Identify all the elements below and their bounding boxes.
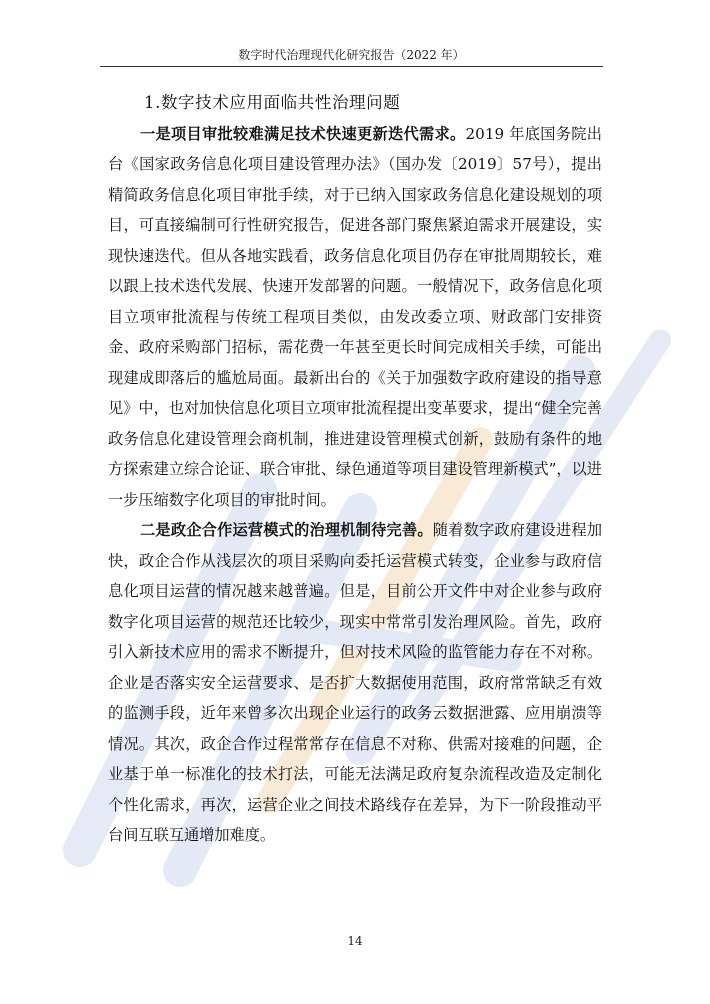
paragraph-1-body: 2019 年底国务院出台《国家政务信息化项目建设管理办法》（国办发〔2019〕57号），提出精简政务信息化项目审批手续，对于已纳入国家政务信息化建设规划的项目，可直接编制可行性研究报告，促进各部门聚焦紧迫需求开展建设，实现快速迭代。但从各地实践看，政务信息化项目仍存在审批周期较长，难以跟上技术迭代发展、快速开发部署的问题。一般情况下，政务信息化项目立项审批流程与传统工程项目类似，由发改委立项、财政部门安排资金、政府采购部门招标，需花费一年甚至更长时间完成相关手续，可能出现建成即落后的尴尬局面。最新出台的《关于加强数字政府建设的指导意见》中，也对加快信息化项目立项审批流程提出变革要求，提出“健全完善政务信息化建设管理会商机制，推进建设管理模式创新，鼓励有条件的地方探索建立综合论证、联合审批、绿色通道等项目建设管理新模式”，以进一步压缩数字化项目的审批时间。 (108, 124, 602, 509)
paragraph-2-body: 随着数字政府建设进程加快，政企合作从浅层次的项目采购向委托运营模式转变，企业参与政府信息化项目运营的情况越来越普遍。但是，目前公开文件中对企业参与政府数字化项目运营的规范还比较少，现实中常常引发治理风险。首先，政府引入新技术应用的需求不断提升，但对技术风险的监管能力存在不对称。企业是否落实安全运营要求、是否扩大数据使用范围，政府常常缺乏有效的监测手段，近年来曾多次出现企业运行的政务云数据泄露、应用崩溃等情况。其次，政企合作过程常常存在信息不对称、供需对接难的问题，企业基于单一标准化的技术打法，可能无法满足政府复杂流程改造及定制化个性化需求，再次，运营企业之间技术路线存在差异，为下一阶段推动平台间互联互通增加难度。 (108, 521, 603, 844)
paragraph-2 (108, 515, 602, 851)
header-rule (100, 66, 603, 67)
section-title: 1.数字技术应用面临共性治理问题 (144, 93, 401, 112)
running-header: 数字时代治理现代化研究报告（2022 年） (238, 48, 465, 62)
page-number: 14 (347, 934, 363, 948)
paragraph-1 (108, 119, 602, 516)
main-content (108, 88, 602, 851)
paragraph-1-lead: 一是项目审批较难满足技术快速更新迭代需求。 (140, 124, 466, 143)
paragraph-2-lead: 二是政企合作运营模式的治理机制待完善。 (140, 521, 433, 539)
